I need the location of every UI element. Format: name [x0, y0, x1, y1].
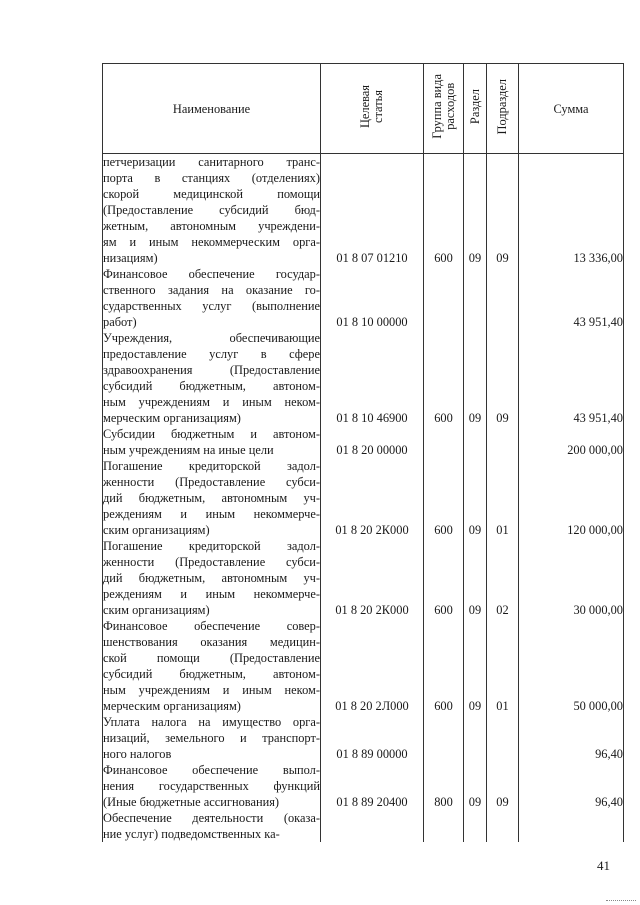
row-name-line: субсидий бюджетным, автоном-: [103, 379, 320, 393]
row-name-line: реждениям и иным некоммерче-: [103, 507, 320, 521]
row-section: 09: [464, 762, 487, 810]
row-name-line: предоставление услуг в сфере: [103, 347, 320, 361]
row-name: [103, 618, 321, 714]
row-sum: 43 951,40: [519, 266, 624, 330]
row-sum: 30 000,00: [519, 538, 624, 618]
row-name-line: работ): [103, 315, 137, 329]
row-name-line: шенствования оказания медицин-: [103, 635, 320, 649]
row-sum: 120 000,00: [519, 458, 624, 538]
row-name-line: Обеспечение деятельности (оказа-: [103, 811, 320, 825]
row-name-line: низациям): [103, 251, 158, 265]
row-target-code: 01 8 20 2Л000: [321, 618, 424, 714]
row-target-code: 01 8 89 20400: [321, 762, 424, 810]
row-name-line: субсидий бюджетным, автоном-: [103, 667, 320, 681]
row-name: [103, 714, 321, 762]
table-row: [103, 618, 624, 714]
row-subsection: [487, 266, 519, 330]
row-expense-group: 600: [424, 154, 464, 267]
row-subsection: 01: [487, 458, 519, 538]
table-row: [103, 154, 624, 267]
page-number: 41: [597, 858, 610, 873]
header-sum: Сумма: [519, 64, 624, 154]
row-name-line: нения государственных функций: [103, 779, 320, 793]
row-name-line: ской помощи (Предоставление: [103, 651, 320, 665]
row-name: [103, 762, 321, 810]
table-body: [103, 154, 624, 843]
row-section: 09: [464, 458, 487, 538]
table-row: [103, 330, 624, 426]
row-target-code: 01 8 20 00000: [321, 426, 424, 458]
row-name-line: ние услуг) подведомственных ка-: [103, 827, 280, 841]
header-section: Раздел: [464, 64, 487, 154]
row-expense-group: 600: [424, 538, 464, 618]
row-name-line: низаций, земельного и транспорт-: [103, 731, 320, 745]
row-name: [103, 538, 321, 618]
row-name-line: ного налогов: [103, 747, 172, 761]
row-name-line: реждениям и иным некоммерче-: [103, 587, 320, 601]
row-expense-group: [424, 810, 464, 842]
row-name-line: (Предоставление субсидий бюд-: [103, 203, 320, 217]
row-section: [464, 426, 487, 458]
table-row: [103, 426, 624, 458]
row-name-line: мерческим организациям): [103, 411, 241, 425]
row-expense-group: [424, 714, 464, 762]
row-subsection: [487, 714, 519, 762]
row-name-line: ственного задания на оказание го-: [103, 283, 320, 297]
row-subsection: 09: [487, 762, 519, 810]
table-header-row: [103, 64, 624, 154]
row-name: [103, 154, 321, 267]
row-name-line: Финансовое обеспечение совер-: [103, 619, 320, 633]
row-target-code: 01 8 10 00000: [321, 266, 424, 330]
row-target-code: 01 8 89 00000: [321, 714, 424, 762]
table-row: [103, 810, 624, 842]
row-subsection: 02: [487, 538, 519, 618]
row-sum: [519, 810, 624, 842]
row-target-code: 01 8 07 01210: [321, 154, 424, 267]
header-subsection: Подраздел: [487, 64, 519, 154]
row-subsection: 01: [487, 618, 519, 714]
row-subsection: [487, 426, 519, 458]
row-name-line: Погашение кредиторской задол-: [103, 539, 320, 553]
row-sum: 96,40: [519, 762, 624, 810]
table-row: [103, 458, 624, 538]
row-name-line: женности (Предоставление субси-: [103, 475, 320, 489]
row-sum: 43 951,40: [519, 330, 624, 426]
header-name: Наименование: [103, 64, 321, 154]
table-row: [103, 762, 624, 810]
header-target: Целевая статья: [321, 64, 424, 154]
row-section: 09: [464, 330, 487, 426]
row-expense-group: 600: [424, 330, 464, 426]
row-name-line: порта в станциях (отделениях): [103, 171, 320, 185]
row-name-line: жетным, автономным учреждени-: [103, 219, 320, 233]
header-expense-group: Группа вида расходов: [424, 64, 464, 154]
row-name-line: ным учреждениям на иные цели: [103, 443, 274, 457]
row-sum: 50 000,00: [519, 618, 624, 714]
table-row: [103, 538, 624, 618]
row-name-line: ным учреждениям и иным неком-: [103, 395, 320, 409]
row-section: 09: [464, 538, 487, 618]
row-expense-group: 800: [424, 762, 464, 810]
row-name: [103, 458, 321, 538]
row-sum: 13 336,00: [519, 154, 624, 267]
row-subsection: [487, 810, 519, 842]
row-name-line: женности (Предоставление субси-: [103, 555, 320, 569]
row-section: 09: [464, 154, 487, 267]
row-name-line: (Иные бюджетные ассигнования): [103, 795, 280, 809]
row-target-code: [321, 810, 424, 842]
row-name-line: ским организациям): [103, 523, 210, 537]
row-name-line: сударственных услуг (выполнение: [103, 299, 320, 313]
row-target-code: 01 8 20 2К000: [321, 458, 424, 538]
row-name-line: Финансовое обеспечение выпол-: [103, 763, 320, 777]
row-expense-group: [424, 266, 464, 330]
row-section: 09: [464, 618, 487, 714]
row-name-line: Погашение кредиторской задол-: [103, 459, 320, 473]
table-row: [103, 266, 624, 330]
row-section: [464, 714, 487, 762]
budget-table: [102, 63, 624, 842]
table-row: [103, 714, 624, 762]
row-sum: 200 000,00: [519, 426, 624, 458]
row-name-line: дий бюджетным, автономным уч-: [103, 491, 320, 505]
row-name-line: Уплата налога на имущество орга-: [103, 715, 320, 729]
row-name-line: скорой медицинской помощи: [103, 187, 320, 201]
row-target-code: 01 8 20 2К000: [321, 538, 424, 618]
row-name-line: ским организациям): [103, 603, 210, 617]
row-name: [103, 266, 321, 330]
row-expense-group: [424, 426, 464, 458]
row-name-line: Финансовое обеспечение государ-: [103, 267, 320, 281]
row-name-line: Субсидии бюджетным и автоном-: [103, 427, 320, 441]
row-name-line: здравоохранения (Предоставление: [103, 363, 320, 377]
row-expense-group: 600: [424, 618, 464, 714]
row-name: [103, 426, 321, 458]
scan-edge-mark: [606, 900, 636, 901]
row-name: [103, 810, 321, 842]
row-target-code: 01 8 10 46900: [321, 330, 424, 426]
row-section: [464, 266, 487, 330]
row-name-line: мерческим организациям): [103, 699, 241, 713]
row-name-line: ям и иным некоммерческим орга-: [103, 235, 320, 249]
row-name: [103, 330, 321, 426]
row-name-line: ным учреждениям и иным неком-: [103, 683, 320, 697]
row-name-line: петчеризации санитарного транс-: [103, 155, 320, 169]
row-sum: 96,40: [519, 714, 624, 762]
row-expense-group: 600: [424, 458, 464, 538]
row-name-line: Учреждения, обеспечивающие: [103, 331, 320, 345]
row-subsection: 09: [487, 330, 519, 426]
row-section: [464, 810, 487, 842]
row-name-line: дий бюджетным, автономным уч-: [103, 571, 320, 585]
row-subsection: 09: [487, 154, 519, 267]
